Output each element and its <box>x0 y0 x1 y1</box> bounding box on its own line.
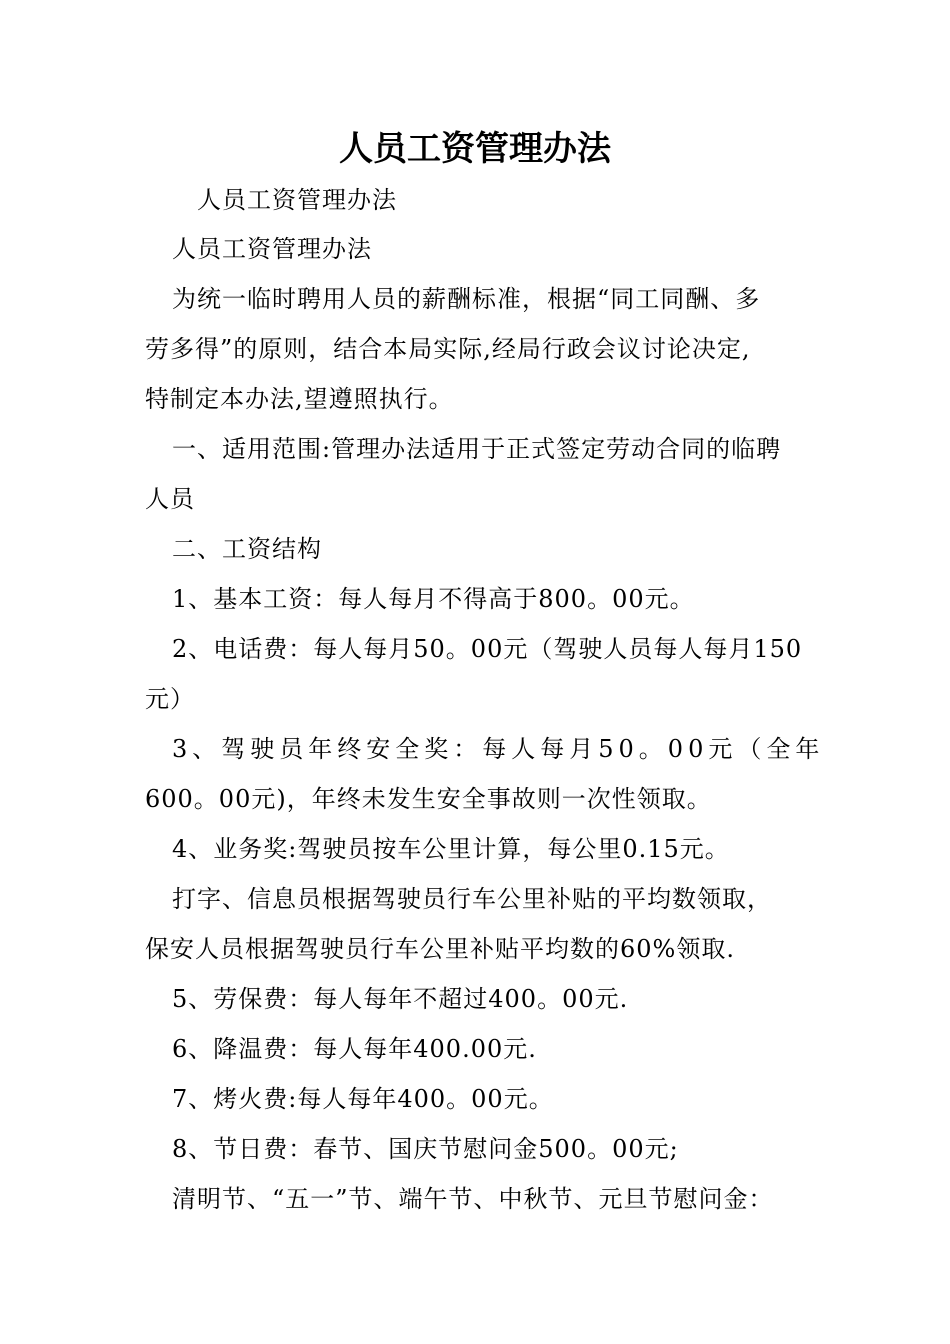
paragraph-line: 为统一临时聘用人员的薪酬标准，根据“同工同酬、多 <box>172 285 761 313</box>
paragraph-line: 打字、信息员根据驾驶员行车公里补贴的平均数领取， <box>172 885 772 913</box>
paragraph-line: 600。00元)，年终未发生安全事故则一次性领取。 <box>145 785 712 813</box>
subtitle-line: 人员工资管理办法 <box>172 235 372 263</box>
section-heading-scope: 一、适用范围:管理办法适用于正式签定劳动合同的临聘 <box>172 435 782 463</box>
list-item: 7、烤火费:每人每年400。00元。 <box>172 1085 554 1113</box>
paragraph-line: 人员 <box>145 485 195 513</box>
list-item: 3、驾驶员年终安全奖：每人每月50。00元（全年 <box>172 735 825 763</box>
list-item: 1、基本工资：每人每月不得高于800。00元。 <box>172 585 695 613</box>
list-item: 6、降温费：每人每年400.00元. <box>172 1035 537 1063</box>
paragraph-line: 特制定本办法,望遵照执行。 <box>145 385 454 413</box>
subtitle-line: 人员工资管理办法 <box>197 186 397 214</box>
document-title: 人员工资管理办法 <box>339 129 611 169</box>
list-item: 2、电话费：每人每月50。00元（驾驶人员每人每月150 <box>172 635 803 663</box>
paragraph-line: 保安人员根据驾驶员行车公里补贴平均数的60%领取. <box>145 935 735 963</box>
paragraph-line: 清明节、“五一”节、端午节、中秋节、元旦节慰问金： <box>172 1185 774 1213</box>
list-item: 4、业务奖:驾驶员按车公里计算，每公里0.15元。 <box>172 835 730 863</box>
list-item: 5、劳保费：每人每年不超过400。00元. <box>172 985 629 1013</box>
paragraph-line: 劳多得”的原则，结合本局实际,经局行政会议讨论决定, <box>145 335 751 363</box>
list-item: 8、节日费：春节、国庆节慰问金500。00元; <box>172 1135 679 1163</box>
section-heading-wage-structure: 二、工资结构 <box>172 535 322 563</box>
paragraph-line: 元） <box>145 685 195 713</box>
